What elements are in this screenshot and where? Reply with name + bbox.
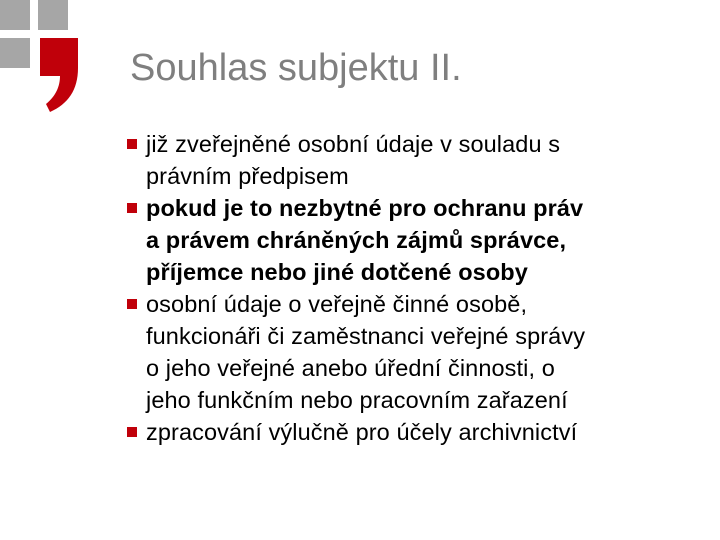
slide-title: Souhlas subjektu II. [130,47,462,89]
bullet-line: funkcionáři či zaměstnanci veřejné správy [146,323,586,349]
bullet-line: již zveřejněné osobní údaje v souladu s [146,131,561,157]
bullet-item [124,416,684,448]
bullet-square-icon [127,299,137,309]
bullet-line: příjemce nebo jiné dotčené osoby [146,259,528,285]
logo-square-icon [0,38,30,68]
bullet-square-icon [127,427,137,437]
logo-icon [0,0,90,115]
bullet-line: zpracování výlučně pro účely archivnictví [146,419,578,445]
logo-square-icon [0,0,30,30]
bullet-square-icon [127,203,137,213]
bullet-line: osobní údaje o veřejně činné osobě, [146,291,528,317]
bullet-line: jeho funkčním nebo pracovním zařazení [146,387,568,413]
bullet-item [124,288,684,416]
bullet-item [124,128,684,192]
bullet-line: a právem chráněných zájmů správce, [146,227,567,253]
logo-square-icon [38,0,68,30]
bullet-square-icon [127,139,137,149]
bullet-item [124,192,684,288]
bullet-list [124,128,684,448]
bullet-line: právním předpisem [146,163,349,189]
bullet-line: pokud je to nezbytné pro ochranu práv [146,195,584,221]
logo-comma-icon [38,38,80,112]
bullet-line: o jeho veřejné anebo úřední činnosti, o [146,355,555,381]
